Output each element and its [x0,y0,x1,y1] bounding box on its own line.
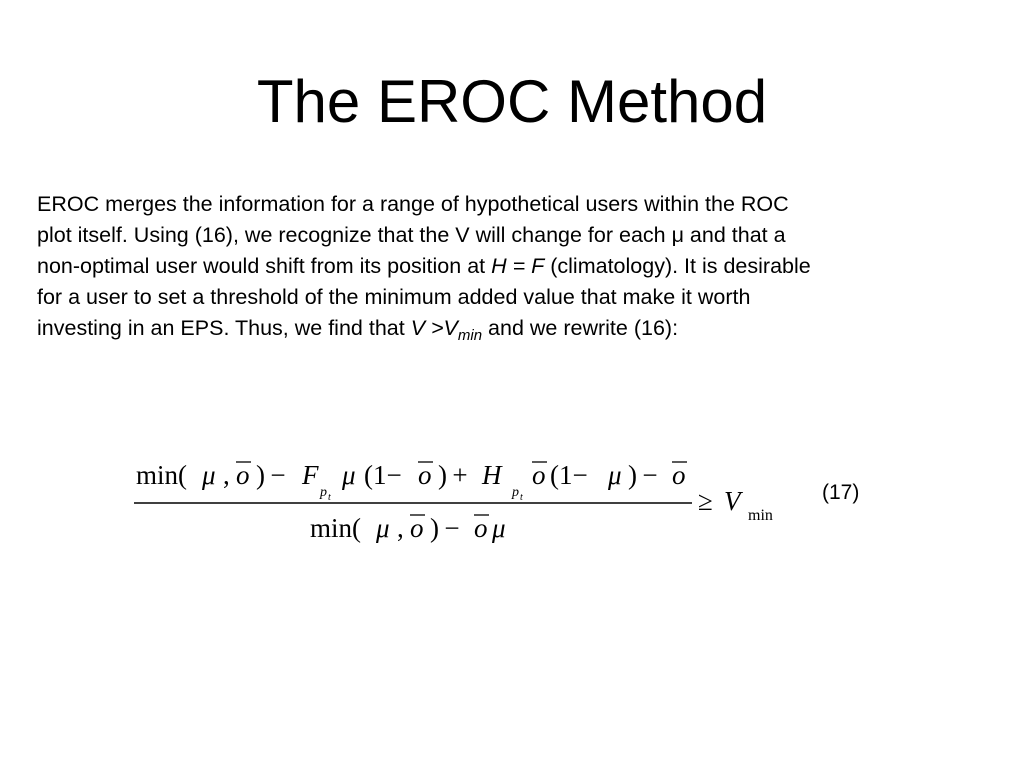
body-line-3: non-optimal user would shift from its position at H = F (climatology). It is desirable [37,254,811,278]
svg-text:p: p [320,485,327,500]
v-greater-than-vmin: V >V [410,316,458,340]
svg-text:t: t [328,492,331,503]
h-equals-f: H = F [491,254,545,278]
svg-text:μ (1− o ) +: μ (1− o ) + H [342,460,502,490]
body-line-1: EROC merges the information for a range of hypothetical users within the ROC [37,192,789,216]
svg-text:min( μ , o: min( μ , o ) − F [136,460,319,490]
svg-text:t: t [520,492,523,503]
body-line-4: for a user to set a threshold of the minimum added value that make it worth [37,285,751,309]
equation-17 [130,450,890,560]
slide-title: The EROC Method [256,68,768,135]
svg-text:p: p [512,485,519,500]
svg-text:min: min [748,507,773,524]
num-min-open: min( [136,460,187,490]
svg-text:o (1− μ ) −: o (1− μ ) − o [532,460,686,490]
svg-text:min( μ , o: min( μ , o ) − o μ [310,513,506,543]
body-line-2: plot itself. Using (16), we recognize that the V will change for each μ and that a [37,223,786,247]
equation-number: (17) [822,481,860,504]
body-line-5: investing in an EPS. Thus, we find that $V >V_{min}$ and we rewrite (16): [37,316,679,344]
body-paragraph [37,189,997,344]
ge-symbol: ≥ [698,486,713,516]
svg-text:≥ V: ≥ V [698,486,741,516]
